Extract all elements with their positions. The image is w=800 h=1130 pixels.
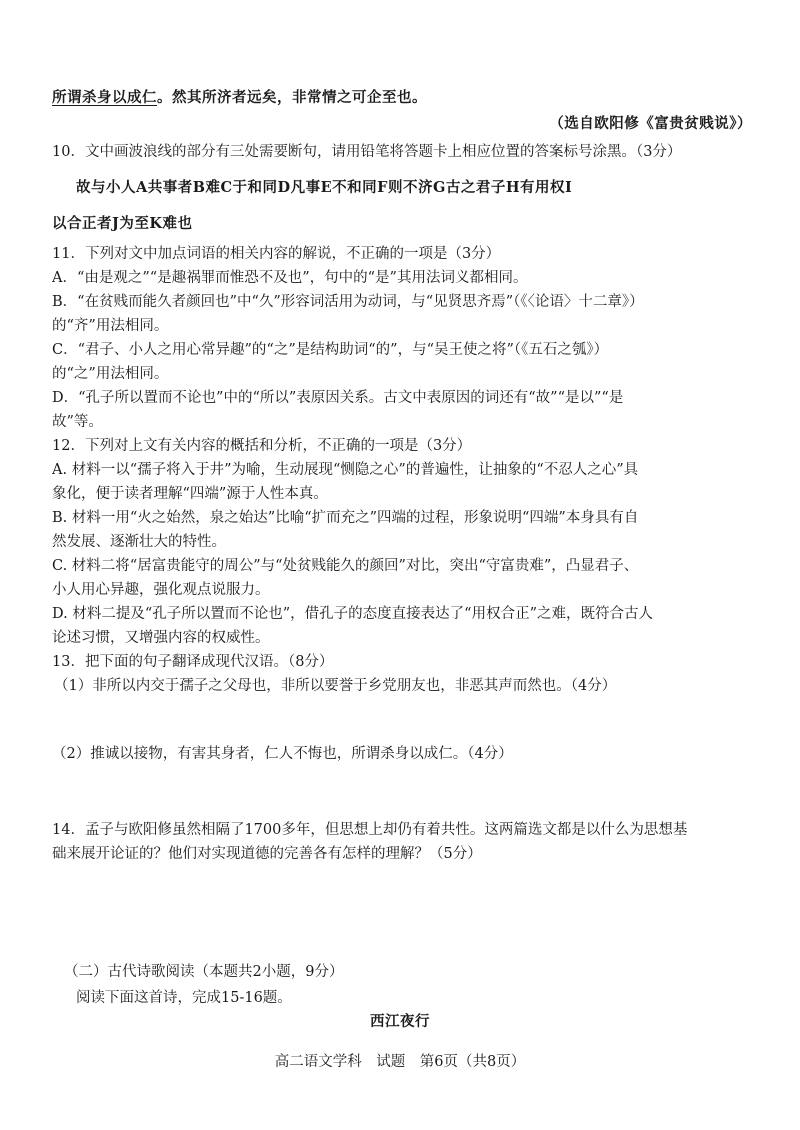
q13-sentence-2: （2）推诚以接物，有害其身者，仁人不悔也，所谓杀身以成仁。（4分）	[52, 746, 513, 762]
q11-option-c-line2: 的“之”用法相同。	[52, 366, 169, 382]
q12-option-d-line2: 论述习惯，又增强内容的权威性。	[52, 630, 270, 646]
passage-source: （选自欧阳修《富贵贫贱说》）	[549, 115, 752, 132]
q13-sentence-1: （1）非所以内交于孺子之父母也，非所以要誉于乡党朋友也，非恶其声而然也。（4分）	[54, 678, 617, 694]
passage-closing-text: 。然其所济者远矣，非常情之可企至也。	[157, 89, 427, 106]
q10-sentence-line2: 以合正者J为至K难也	[52, 215, 193, 232]
passage-closing-line	[52, 88, 760, 108]
q10-sentence-line1: 故与小人A共事者B难C于和同D凡事E不和同F则不济G古之君子H有用权I	[76, 179, 573, 196]
q11-option-c-line1: C．“君子、小人之用心常异趣”的“之”是结构助词“的”，与“吴王使之将”（《五石之瓠》）	[52, 342, 609, 358]
q11-option-b-line2: 的“齐”用法相同。	[52, 318, 169, 334]
poem-title: 西江夜行	[370, 1013, 430, 1030]
q12-option-a-line2: 象化，便于读者理解“四端”源于人性本真。	[52, 486, 328, 502]
q11-option-a: A．“由是观之”“是趣祸罪而惟恐不及也”，句中的“是”其用法词义都相同。	[52, 270, 528, 286]
section2-heading: （二）古代诗歌阅读（本题共2小题，9分）	[64, 964, 344, 980]
underlined-phrase: 所谓杀身以成仁	[52, 89, 157, 106]
q12-option-b-line1: B. 材料一用“火之始然，泉之始达”比喻“扩而充之”四端的过程，形象说明“四端”本身具有自	[52, 510, 639, 526]
section2-instruction: 阅读下面这首诗，完成15-16题。	[76, 990, 292, 1006]
q11-option-d-line1: D．“孔子所以置而不论也”中的“所以”表原因关系。古文中表原因的词还有“故”“是以”“是	[52, 390, 624, 406]
q11-stem: 11．下列对文中加点词语的相关内容的解说，不正确的一项是（3分）	[52, 246, 501, 262]
q13-stem: 13．把下面的句子翻译成现代汉语。（8分）	[52, 654, 334, 670]
q12-option-b-line2: 然发展、逐渐壮大的特性。	[52, 534, 226, 550]
q14-line1: 14．孟子与欧阳修虽然相隔了1700多年，但思想上却仍有着共性。这两篇选文都是以什么为思想基	[52, 822, 688, 838]
q10-stem: 10．文中画波浪线的部分有三处需要断句，请用铅笔将答题卡上相应位置的答案标号涂黑。（3分）	[52, 144, 682, 160]
q11-option-d-line2: 故”等。	[52, 414, 103, 430]
q12-option-a-line1: A. 材料一以“孺子将入于井”为喻，生动展现“恻隐之心”的普遍性，让抽象的“不忍人之心”具	[52, 462, 639, 478]
q12-option-c-line1: C. 材料二将“居富贵能守的周公”与“处贫贱能久的颜回”对比，突出“守富贵难”，凸显君子、	[52, 558, 639, 574]
q11-option-b-line1: B．“在贫贱而能久者颜回也”中“久”形容词活用为动词，与“见贤思齐焉”（《〈论语〉十二章》）	[52, 294, 644, 310]
q14-line2: 础来展开论证的？他们对实现道德的完善各有怎样的理解？（5分）	[52, 846, 482, 862]
page-footer: 高二语文学科 试题 第6页（共8页）	[274, 1054, 526, 1070]
q12-option-c-line2: 小人用心异趣，强化观点说服力。	[52, 582, 270, 598]
q12-option-d-line1: D. 材料二提及“孔子所以置而不论也”，借孔子的态度直接表达了“用权合正”之难，既符合古人	[52, 606, 653, 622]
q12-stem: 12．下列对上文有关内容的概括和分析，不正确的一项是（3分）	[52, 438, 472, 454]
